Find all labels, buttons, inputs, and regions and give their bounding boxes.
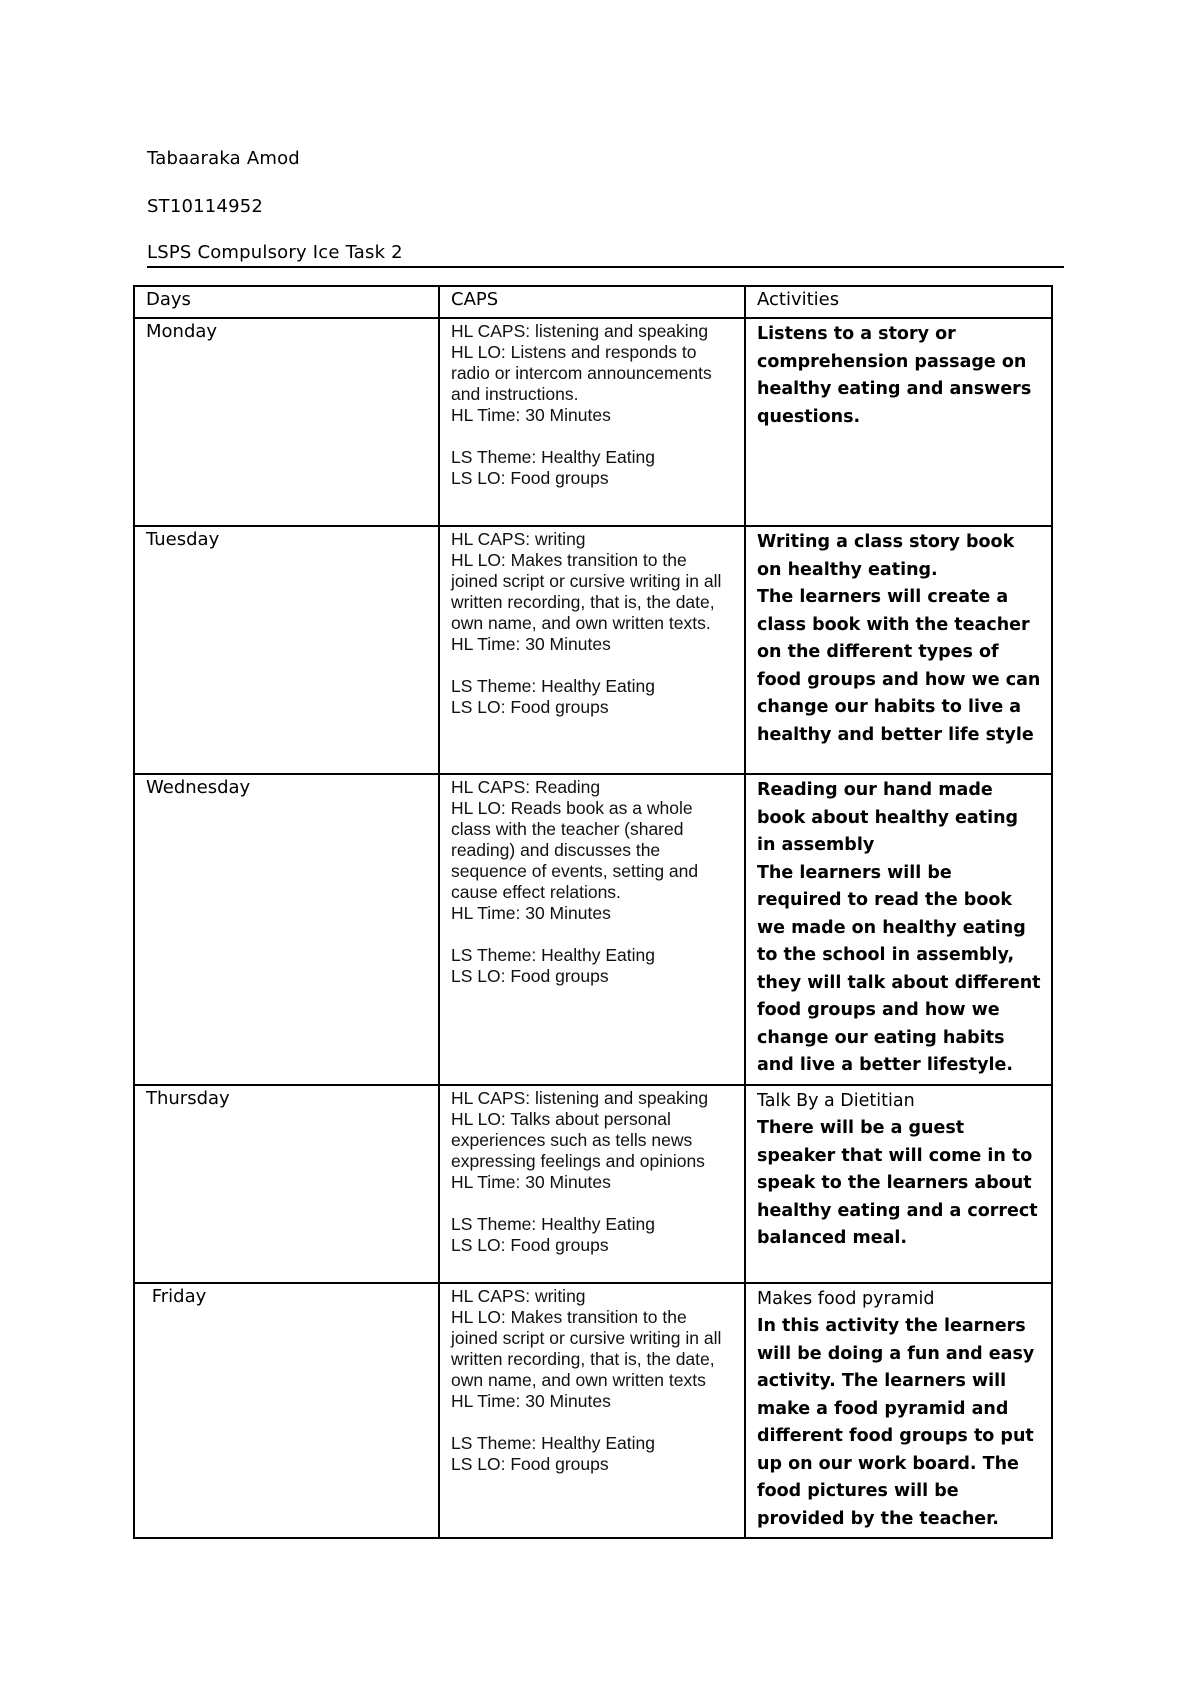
lesson-plan-table	[133, 285, 1053, 1539]
ls-theme: LS Theme: Healthy Eating	[451, 447, 655, 467]
activity-title: Listens to a story or comprehension passage on healthy eating and answers questions.	[757, 324, 1032, 427]
day-cell: Tuesday	[134, 526, 439, 774]
activity-title: Reading our hand made book about healthy eating in assembly	[757, 780, 1019, 855]
activity-title: Makes food pyramid	[757, 1288, 935, 1309]
activity-cell	[745, 318, 1052, 526]
hl-caps: HL CAPS: listening and speaking	[451, 321, 709, 341]
day-cell: Monday	[134, 318, 439, 526]
hl-time: HL Time: 30 Minutes	[451, 903, 611, 923]
ls-lo: LS LO: Food groups	[451, 1453, 609, 1474]
activity-cell	[745, 526, 1052, 774]
activity-title: Talk By a Dietitian	[757, 1090, 915, 1111]
hl-caps: HL CAPS: Reading	[451, 777, 601, 797]
activity-cell	[745, 1283, 1052, 1539]
ls-lo: LS LO: Food groups	[451, 1234, 609, 1255]
ls-lo: LS LO: Food groups	[451, 697, 609, 717]
ls-theme: LS Theme: Healthy Eating	[451, 945, 655, 965]
hl-lo: HL LO: Reads book as a whole class with the teacher (shared reading) and discusses the sequence of events, setting and cause effect relations.	[451, 798, 699, 902]
ls-theme: LS Theme: Healthy Eating	[451, 1213, 655, 1234]
hl-time: HL Time: 30 Minutes	[451, 405, 611, 425]
column-header-caps: CAPS	[439, 286, 745, 318]
table-header-row	[134, 286, 1052, 318]
table-row	[134, 1085, 1052, 1283]
table-row	[134, 318, 1052, 526]
hl-lo: HL LO: Listens and responds to radio or intercom announcements and instructions.	[451, 342, 712, 404]
hl-caps: HL CAPS: writing	[451, 1285, 586, 1306]
day-cell: Wednesday	[134, 774, 439, 1085]
ls-lo: LS LO: Food groups	[451, 468, 609, 488]
column-header-days: Days	[134, 286, 439, 318]
table-row	[134, 526, 1052, 774]
hl-caps: HL CAPS: writing	[451, 529, 586, 549]
hl-lo: HL LO: Makes transition to the joined script or cursive writing in all written recording, that is, the date, own name, and own written texts	[451, 1306, 722, 1390]
ls-theme: LS Theme: Healthy Eating	[451, 676, 655, 696]
activity-title: Writing a class story book on healthy eating.	[757, 532, 1015, 580]
day-cell: Friday	[134, 1283, 439, 1539]
caps-cell	[439, 526, 745, 774]
hl-caps: HL CAPS: listening and speaking	[451, 1087, 709, 1108]
caps-cell	[439, 318, 745, 526]
hl-lo: HL LO: Talks about personal experiences such as tells news expressing feelings and opinions	[451, 1108, 705, 1171]
table-row	[134, 774, 1052, 1085]
activity-cell	[745, 774, 1052, 1085]
activity-description: The learners will be required to read the book we made on healthy eating to the school in assembly, they will talk about different food groups and how we change our eating habits and live a better lifestyle.	[757, 862, 1041, 1075]
hl-lo: HL LO: Makes transition to the joined script or cursive writing in all written recording, that is, the date, own name, and own written texts.	[451, 550, 722, 633]
ls-lo: LS LO: Food groups	[451, 966, 609, 986]
caps-cell	[439, 1085, 745, 1283]
title-underline	[147, 266, 1064, 268]
ls-theme: LS Theme: Healthy Eating	[451, 1432, 655, 1453]
caps-cell	[439, 774, 745, 1085]
activity-description: The learners will create a class book with the teacher on the different types of food groups and how we can change our habits to live a healthy and better life style	[757, 587, 1041, 745]
hl-time: HL Time: 30 Minutes	[451, 634, 611, 654]
task-title: LSPS Compulsory Ice Task 2	[147, 242, 403, 263]
day-cell: Thursday	[134, 1085, 439, 1283]
activity-cell	[745, 1085, 1052, 1283]
author-name: Tabaaraka Amod	[147, 148, 300, 169]
caps-cell	[439, 1283, 745, 1539]
hl-time: HL Time: 30 Minutes	[451, 1390, 611, 1411]
activity-description: In this activity the learners will be doing a fun and easy activity. The learners will make a food pyramid and different food groups to put up on our work board. The food pictures will be provided by the teacher.	[757, 1316, 1035, 1529]
activity-description: There will be a guest speaker that will come in to speak to the learners about healthy eating and a correct balanced meal.	[757, 1118, 1038, 1248]
hl-time: HL Time: 30 Minutes	[451, 1171, 611, 1192]
student-number: ST10114952	[147, 196, 264, 217]
table-row	[134, 1283, 1052, 1539]
column-header-activities: Activities	[745, 286, 1052, 318]
